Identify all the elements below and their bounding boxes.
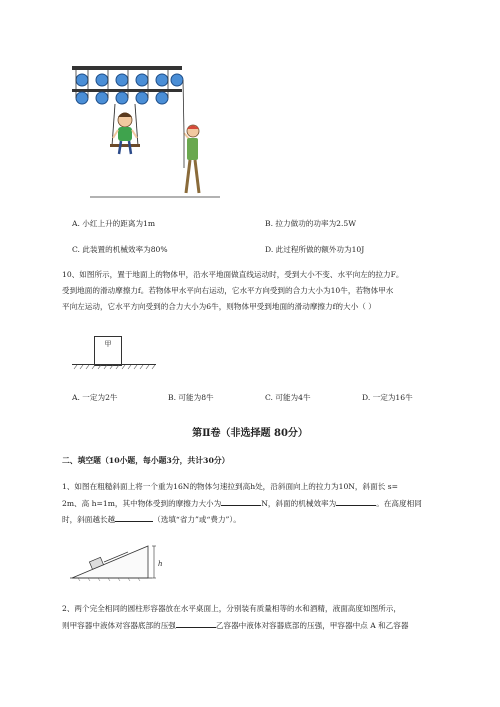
fill1-line-3 bbox=[62, 512, 241, 527]
fill2-blank-pressure[interactable] bbox=[176, 618, 216, 628]
block-jia-label: 甲 bbox=[104, 340, 112, 348]
fill1-line-2-part-c: 。在高度相同 bbox=[376, 499, 422, 508]
q10-option-c: C. 可能为4牛 bbox=[265, 393, 311, 402]
incline-hatching bbox=[78, 578, 140, 581]
adult-pulling-rope bbox=[184, 125, 199, 193]
fill1-blank-friction[interactable] bbox=[221, 496, 261, 506]
fill1-blank-efficiency[interactable] bbox=[336, 496, 376, 506]
q10-line-1: 10、如图所示，置于地面上的物体甲，沿水平地面做直线运动时，受到大小不变、水平向左的拉力F。 bbox=[62, 270, 404, 279]
q10-option-a: A. 一定为2牛 bbox=[72, 393, 118, 402]
fill1-line-2-part-b: N，斜面的机械效率为 bbox=[261, 499, 337, 508]
fill2-line-2 bbox=[62, 618, 408, 633]
q9-option-b: B. 拉力做功的功率为2.5W bbox=[265, 219, 357, 228]
fill1-line-2 bbox=[62, 496, 422, 511]
block-jia bbox=[94, 336, 122, 366]
fill1-line-2-part-a: 2m、高 h=1m，其中物体受到的摩擦力大小为 bbox=[62, 499, 222, 508]
q9-option-a: A. 小红上升的距离为1m bbox=[72, 219, 156, 228]
q9-option-c: C. 此装置的机械效率为80% bbox=[72, 245, 168, 254]
fill1-line-3-part-a: 时，斜面越长越 bbox=[62, 515, 116, 524]
fill2-line-2-part-b: 乙容器中液体对容器底部的压强，甲容器中点 A 和乙容器 bbox=[215, 621, 409, 630]
q9-option-d: D. 此过程所做的额外功为10J bbox=[265, 245, 365, 254]
part2-title: 第Ⅱ卷（非选择题 80分） bbox=[192, 428, 308, 439]
fill1-blank-longer[interactable] bbox=[115, 512, 153, 522]
q10-line-2: 受到地面的滑动摩擦力f。若物体甲水平向右运动，它水平方向受到的合力大小为10牛，若物体甲水 bbox=[62, 286, 394, 295]
q10-option-d: D. 一定为16牛 bbox=[362, 393, 413, 402]
fill2-line-1: 2、两个完全相同的圆柱形容器放在水平桌面上，分别装有质量相等的水和酒精，液面高度如图所示， bbox=[62, 604, 401, 613]
q10-line-3: 平向左运动，它水平方向受到的合力大小为6牛，则物体甲受到地面的滑动摩擦力f的大小（ ） bbox=[62, 302, 376, 311]
child-on-swing bbox=[110, 113, 140, 155]
lower-pulley-block bbox=[76, 92, 168, 104]
section2-heading: 二、填空题（10小题，每小题3分，共计30分） bbox=[62, 456, 230, 465]
incline-triangle bbox=[72, 546, 148, 578]
pulley-illustration bbox=[60, 58, 230, 203]
q10-option-b: B. 可能为8牛 bbox=[168, 393, 214, 402]
fill1-line-3-part-b: （选填“省力”或“费力”）。 bbox=[153, 515, 241, 524]
fill1-line-1: 1、如图在粗糙斜面上将一个重为16N的物体匀速拉到高h处，沿斜面向上的拉力为10N，斜面长 s= bbox=[62, 482, 398, 491]
ceiling-beam bbox=[72, 66, 182, 70]
incline-height-label: h bbox=[158, 560, 163, 568]
q10-figure bbox=[72, 332, 156, 372]
upper-pulley-block bbox=[76, 74, 183, 86]
fill2-line-2-part-a: 则甲容器中液体对容器底部的压强 bbox=[62, 621, 176, 630]
ground-hatching bbox=[72, 365, 156, 370]
incline-figure bbox=[68, 540, 168, 582]
